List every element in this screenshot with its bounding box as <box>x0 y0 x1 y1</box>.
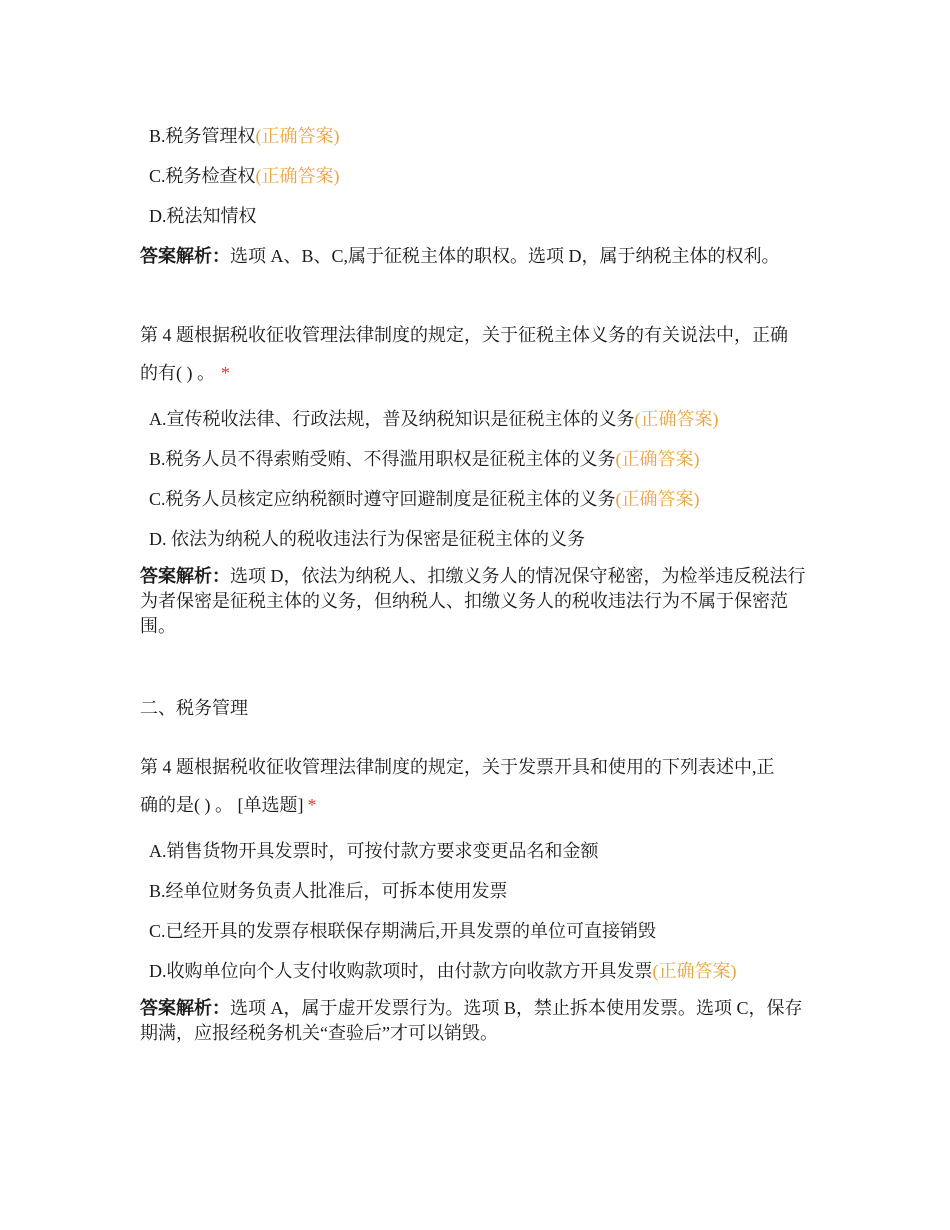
option-text: C.税务检查权 <box>149 166 256 186</box>
correct-answer-tag: (正确答案) <box>634 409 719 429</box>
q4a-option-d <box>149 525 585 551</box>
correct-answer-tag: (正确答案) <box>615 489 700 509</box>
q4b-analysis <box>140 996 812 1046</box>
option-text: D.收购单位向个人支付收购款项时，由付款方向收款方开具发票 <box>149 961 653 981</box>
q4a-question-line2 <box>140 359 230 385</box>
q3-option-d <box>149 202 257 228</box>
q4b-option-d <box>149 957 737 983</box>
option-text: B.税务人员不得索贿受贿、不得滥用职权是征税主体的义务 <box>149 449 616 469</box>
q4a-option-b <box>149 445 700 471</box>
q4b-question-line2 <box>140 791 316 817</box>
q3-option-c <box>149 162 340 188</box>
option-text: B.经单位财务负责人批准后，可拆本使用发票 <box>149 881 508 901</box>
required-mark: * <box>221 363 230 383</box>
q4b-option-a <box>149 837 599 863</box>
required-mark: * <box>307 795 317 815</box>
correct-answer-tag: (正确答案) <box>255 166 340 186</box>
analysis-text: 选项 D，依法为纳税人、扣缴义务人的情况保守秘密，为检举违反税法行为者保密是征税主体的义务，但纳税人、扣缴义务人的税收违法行为不属于保密范围。 <box>140 566 806 636</box>
option-text: C.税务人员核定应纳税额时遵守回避制度是征税主体的义务 <box>149 489 616 509</box>
q4b-option-c <box>149 917 656 943</box>
option-text: D. 依法为纳税人的税收违法行为保密是征税主体的义务 <box>149 529 585 549</box>
q4b-option-b <box>149 877 508 903</box>
analysis-label: 答案解析： <box>140 246 230 266</box>
correct-answer-tag: (正确答案) <box>255 126 340 146</box>
correct-answer-tag: (正确答案) <box>652 961 737 981</box>
q4a-option-a <box>149 405 719 431</box>
q4a-analysis <box>140 564 812 639</box>
q3-option-b <box>149 122 340 148</box>
q4a-option-c <box>149 485 700 511</box>
q3-analysis <box>140 242 780 268</box>
option-text: C.已经开具的发票存根联保存期满后,开具发票的单位可直接销毁 <box>149 921 657 941</box>
option-text: A.销售货物开具发票时，可按付款方要求变更品名和金额 <box>149 841 599 861</box>
analysis-label: 答案解析： <box>140 998 230 1018</box>
option-text: B.税务管理权 <box>149 126 256 146</box>
analysis-text: 选项 A、B、C,属于征税主体的职权。选项 D，属于纳税主体的权利。 <box>230 246 780 266</box>
option-text: D.税法知情权 <box>149 206 257 226</box>
question-text: 确的是( ) 。 [单选题] <box>140 795 304 815</box>
section-title: 二、税务管理 <box>140 698 248 718</box>
analysis-label: 答案解析： <box>140 566 230 586</box>
correct-answer-tag: (正确答案) <box>615 449 700 469</box>
question-text: 的有( ) 。 <box>140 363 215 383</box>
q4a-question-line1: 第 4 题根据税收征收管理法律制度的规定，关于征税主体义务的有关说法中，正确 <box>140 325 788 345</box>
analysis-text: 选项 A，属于虚开发票行为。选项 B，禁止拆本使用发票。选项 C，保存期满，应报经税务机关“查验后”才可以销毁。 <box>140 998 803 1043</box>
option-text: A.宣传税收法律、行政法规，普及纳税知识是征税主体的义务 <box>149 409 635 429</box>
q4b-question-line1: 第 4 题根据税收征收管理法律制度的规定，关于发票开具和使用的下列表述中,正 <box>140 757 775 777</box>
